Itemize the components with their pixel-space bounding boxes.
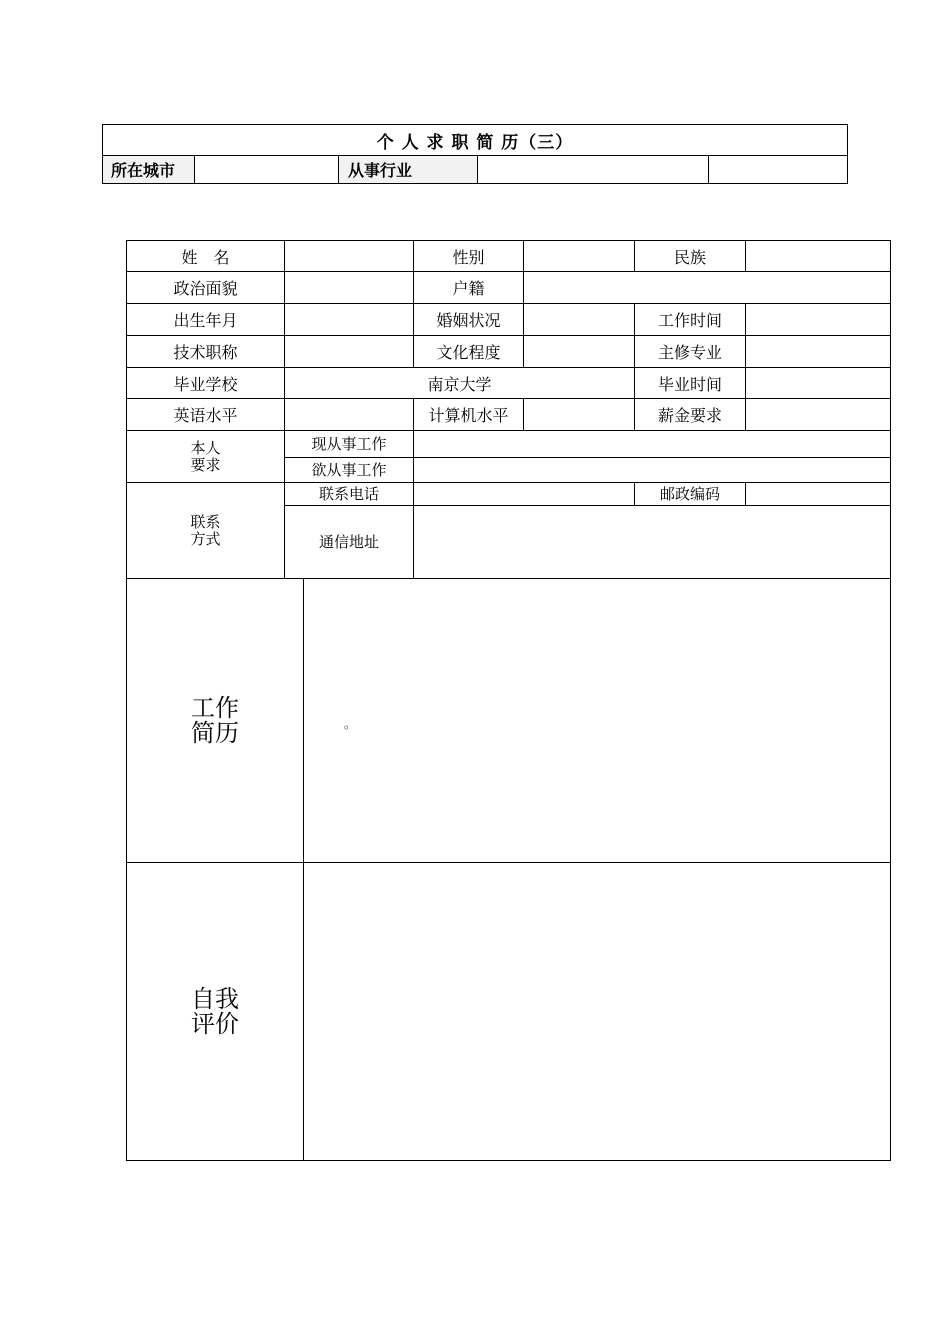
title-field[interactable]: [284, 335, 414, 368]
salary-field[interactable]: [745, 398, 891, 431]
education-label: [413, 335, 524, 368]
birth-field[interactable]: [284, 303, 414, 336]
education-field[interactable]: [523, 335, 635, 368]
computer-label: [413, 398, 524, 431]
extra-field[interactable]: [708, 155, 848, 184]
work-history-label: [126, 578, 304, 863]
hukou-label-text: 户籍: [452, 279, 485, 298]
self-eval-label-text: 自我 评价: [191, 984, 239, 1038]
name-label: [126, 240, 285, 272]
grad-time-field[interactable]: [745, 367, 891, 399]
english-label: [126, 398, 285, 431]
political-status-field[interactable]: [284, 271, 414, 304]
industry-field[interactable]: [477, 155, 709, 184]
major-label: [634, 335, 746, 368]
self-eval-label: [126, 862, 304, 1161]
address-label: [284, 505, 414, 579]
school-label-text: 毕业学校: [173, 374, 238, 394]
hukou-label: [413, 271, 524, 304]
work-history-content: 。: [344, 717, 357, 731]
industry-label: 从事行业: [348, 161, 413, 180]
desired-job-label-text: 欲从事工作: [311, 460, 387, 479]
salary-label: [634, 398, 746, 431]
political-status-label-text: 政治面貌: [173, 279, 238, 298]
postcode-label: [634, 482, 746, 506]
requirements-label: [126, 430, 285, 483]
political-status-label: [126, 271, 285, 304]
postcode-label-text: 邮政编码: [659, 484, 720, 503]
gender-label: [413, 240, 524, 272]
computer-label-text: 计算机水平: [428, 406, 509, 425]
name-label-text: 姓 名: [181, 247, 230, 267]
marital-label-text: 婚姻状况: [436, 311, 501, 330]
english-label-text: 英语水平: [173, 406, 238, 425]
work-history-field[interactable]: [303, 578, 891, 863]
major-field[interactable]: [745, 335, 891, 368]
gender-label-text: 性别: [452, 247, 485, 267]
work-history-label-text: 工作 简历: [191, 693, 239, 747]
title-label-text: 技术职称: [173, 343, 238, 362]
name-field[interactable]: [284, 240, 414, 272]
current-job-label: [284, 430, 414, 458]
birth-label: [126, 303, 285, 336]
phone-field[interactable]: [413, 482, 635, 506]
phone-label: [284, 482, 414, 506]
current-job-label-text: 现从事工作: [311, 434, 387, 453]
major-label-text: 主修专业: [657, 343, 722, 362]
hukou-field[interactable]: [523, 271, 891, 304]
current-job-field[interactable]: [413, 430, 891, 458]
marital-field[interactable]: [523, 303, 635, 336]
school-label: [126, 367, 285, 399]
english-field[interactable]: [284, 398, 414, 431]
contact-label: [126, 482, 285, 579]
ethnicity-label: [634, 240, 746, 272]
address-label-text: 通信地址: [318, 532, 379, 551]
computer-field[interactable]: [523, 398, 635, 431]
address-field[interactable]: [413, 505, 891, 579]
resume-title-text: 个 人 求 职 简 历（三）: [376, 132, 574, 153]
phone-label-text: 联系电话: [318, 484, 379, 503]
school-value: 南京大学: [427, 374, 492, 394]
postcode-field[interactable]: [745, 482, 891, 506]
salary-label-text: 薪金要求: [657, 406, 722, 425]
self-eval-field[interactable]: [303, 862, 891, 1161]
resume-title: [102, 124, 848, 156]
contact-label-text: 联系 方式: [190, 512, 221, 548]
requirements-label-text: 本人 要求: [190, 438, 221, 474]
education-label-text: 文化程度: [436, 343, 501, 362]
title-label: [126, 335, 285, 368]
city-field[interactable]: [194, 155, 339, 184]
industry-label-cell: [338, 155, 478, 184]
gender-field[interactable]: [523, 240, 635, 272]
work-start-label: [634, 303, 746, 336]
ethnicity-label-text: 民族: [673, 247, 706, 267]
work-start-field[interactable]: [745, 303, 891, 336]
grad-time-label: [634, 367, 746, 399]
school-field[interactable]: [284, 367, 635, 399]
work-start-label-text: 工作时间: [657, 311, 722, 330]
city-label: 所在城市: [111, 161, 176, 180]
birth-label-text: 出生年月: [173, 311, 238, 330]
ethnicity-field[interactable]: [745, 240, 891, 272]
grad-time-label-text: 毕业时间: [657, 374, 722, 394]
desired-job-label: [284, 457, 414, 483]
desired-job-field[interactable]: [413, 457, 891, 483]
marital-label: [413, 303, 524, 336]
city-label-cell: [102, 155, 195, 184]
